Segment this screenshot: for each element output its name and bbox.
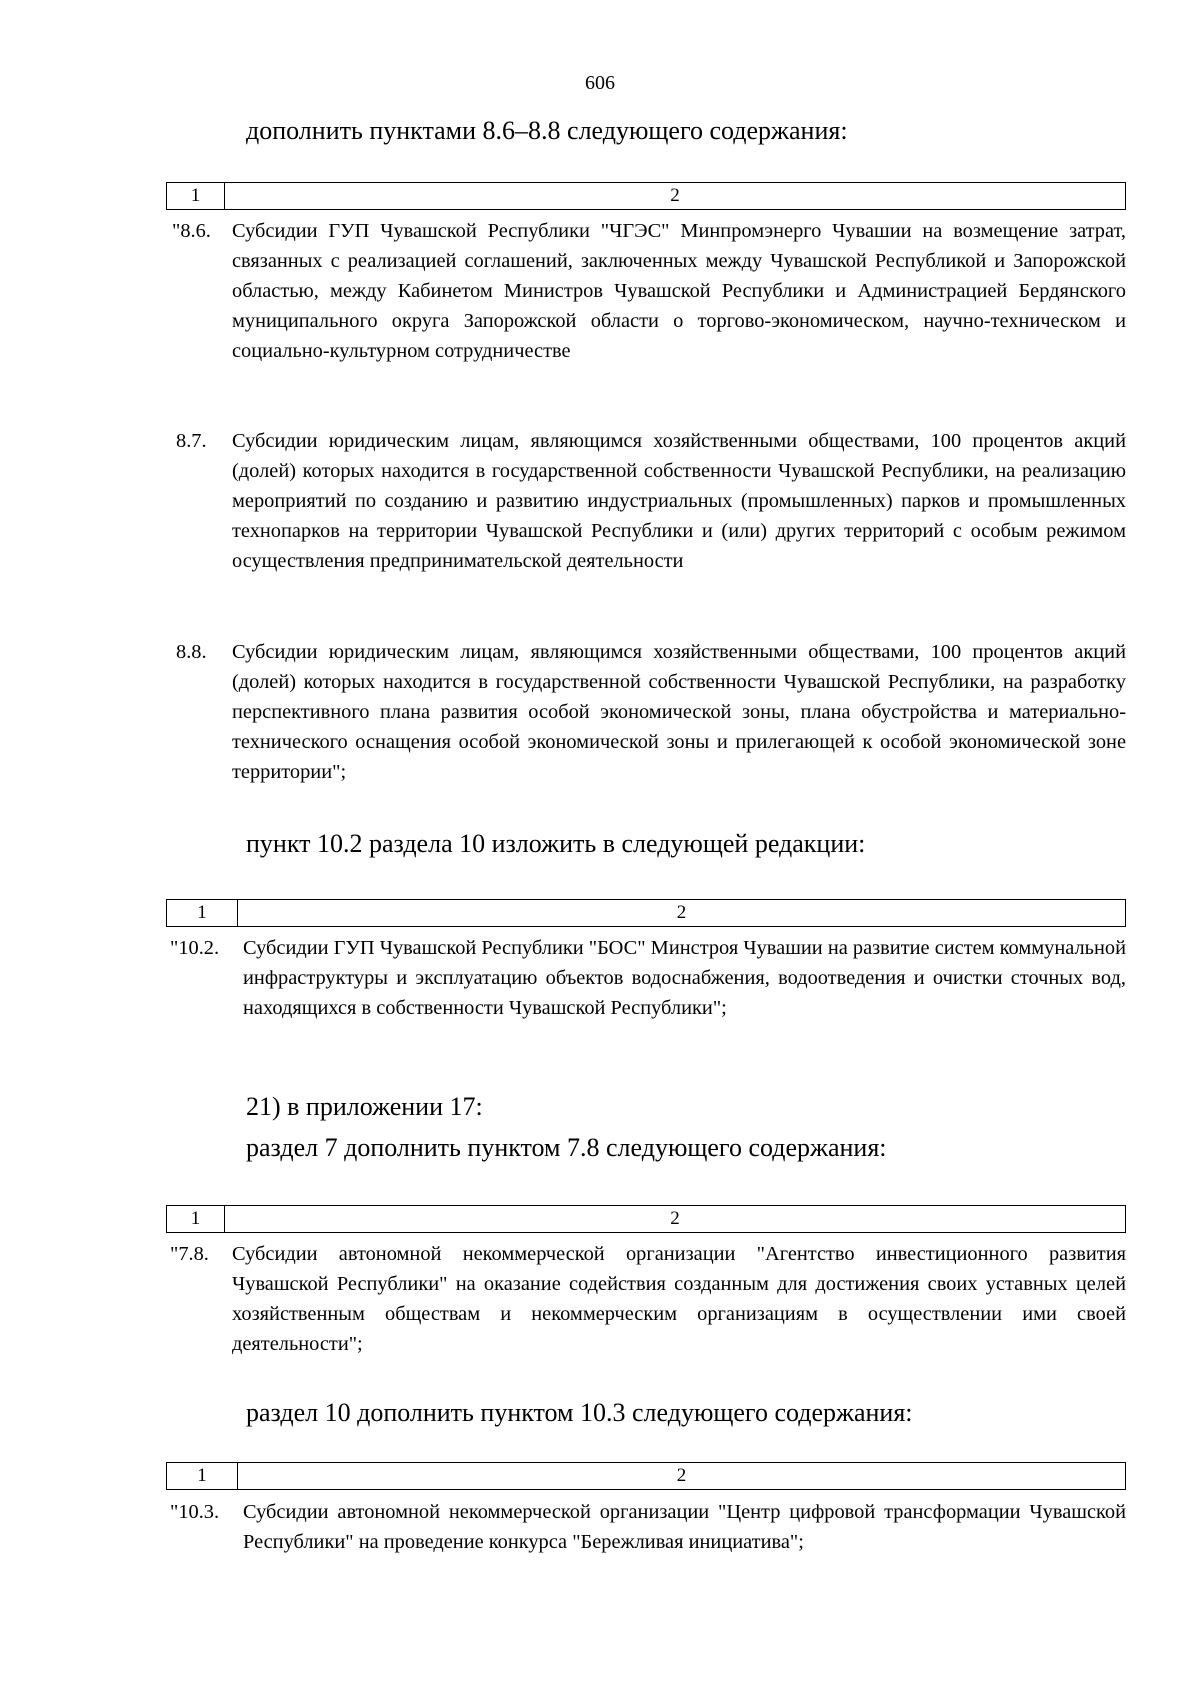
item-number: "10.3. [170, 1501, 220, 1523]
item-text: Субсидии автономной некоммерческой организации "Агентство инвестиционного развития Чувашской Республики" на оказание содействия созданным для достижения своих уставных целей хозяйственным обществам и некоммерческим организациям в осуществлении ими своей деятельности"; [232, 1243, 1126, 1355]
table-header-1 [166, 182, 1126, 210]
item-text: Субсидии автономной некоммерческой организации "Центр цифровой трансформации Чувашской Республики" на проведение конкурса "Бережливая инициатива"; [243, 1501, 1126, 1553]
item-10-3 [170, 1497, 1126, 1561]
header-col-2: 2 [670, 185, 680, 206]
item-number: 8.7. [176, 430, 207, 452]
item-number: "10.2. [170, 937, 220, 959]
table-header-3 [166, 1205, 1126, 1233]
intro-paragraph-3: 21) в приложении 17: [246, 1092, 483, 1121]
item-10-2 [170, 933, 1126, 1057]
header-col-1: 1 [167, 1463, 238, 1489]
header-col-2: 2 [676, 1465, 687, 1486]
item-8-6 [172, 216, 1126, 400]
header-col-1: 1 [167, 1206, 225, 1232]
item-number: 8.8. [176, 641, 207, 663]
header-col-1: 1 [167, 900, 238, 926]
intro-paragraph-5: раздел 10 дополнить пунктом 10.3 следующего содержания: [246, 1398, 913, 1427]
item-text: Субсидии юридическим лицам, являющимся хозяйственными обществами, 100 процентов акций (долей) которых находится в государственной собственности Чувашской Республики, на реализацию мероприятий по созданию и развитию индустриальных (промышленных) парков и промышленных технопарков на территории Чувашской Республики и (или) других территорий с особым режимом осуществления предпринимательской деятельности [232, 430, 1126, 572]
header-col-2: 2 [676, 902, 687, 923]
item-8-8 [176, 637, 1126, 791]
table-header-4 [166, 1462, 1126, 1490]
intro-paragraph-1: дополнить пунктами 8.6–8.8 следующего содержания: [246, 116, 848, 145]
page-number: 606 [585, 72, 615, 94]
item-text: Субсидии ГУП Чувашской Республики "ЧГЭС" Минпромэнерго Чувашии на возмещение затрат, связанных с реализацией соглашений, заключенных между Чувашской Республикой и Запорожской областью, между Кабинетом Министров Чувашской Республики и Администрацией Бердянского муниципального округа Запорожской области о торгово-экономическом, научно-техническом и социально-культурном сотрудничестве [232, 220, 1126, 362]
item-7-8 [170, 1239, 1126, 1363]
header-col-2: 2 [670, 1208, 680, 1229]
intro-paragraph-2: пункт 10.2 раздела 10 изложить в следующей редакции: [246, 829, 866, 858]
table-header-2 [166, 899, 1126, 927]
item-number: "8.6. [172, 220, 211, 242]
item-text: Субсидии юридическим лицам, являющимся хозяйственными обществами, 100 процентов акций (долей) которых находится в государственной собственности Чувашской Республики, на разработку перспективного плана развития особой экономической зоны, плана обустройства и материально-технического оснащения особой экономической зоны и прилегающей к особой экономической зоне территории"; [232, 641, 1126, 783]
header-col-1: 1 [167, 183, 225, 209]
item-number: "7.8. [170, 1243, 209, 1265]
item-text: Субсидии ГУП Чувашской Республики "БОС" Минстроя Чувашии на развитие систем коммунальной инфраструктуры и эксплуатацию объектов водоснабжения, водоотведения и очистки сточных вод, находящихся в собственности Чувашской Республики"; [243, 937, 1126, 1019]
item-8-7 [176, 426, 1126, 610]
intro-paragraph-4: раздел 7 дополнить пунктом 7.8 следующего содержания: [246, 1133, 887, 1162]
